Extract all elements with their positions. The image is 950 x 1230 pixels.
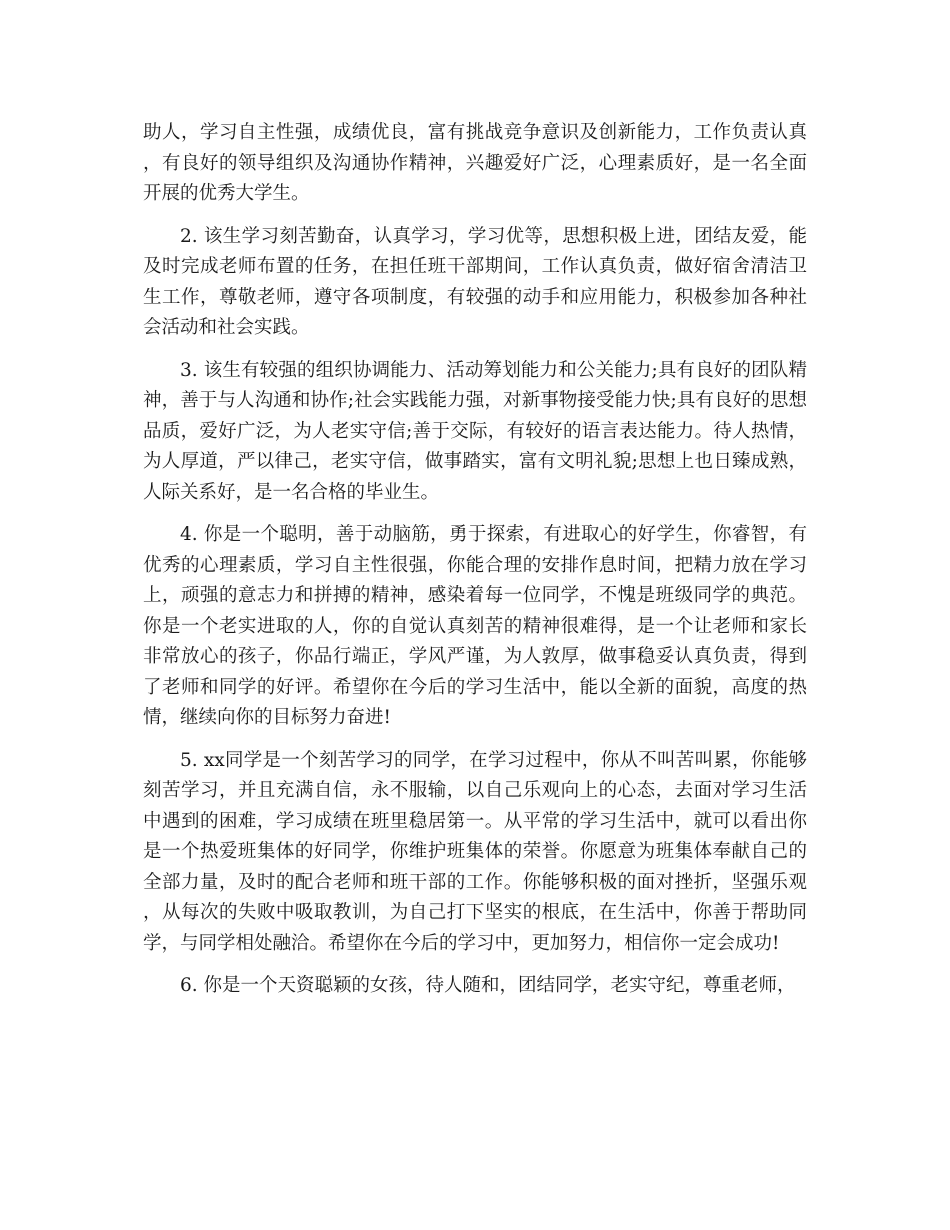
document-page — [143, 118, 807, 1002]
paragraph-continued: 助人，学习自主性强，成绩优良，富有挑战竞争意识及创新能力，工作负责认真，有良好的领导组织及沟通协作精神，兴趣爱好广泛，心理素质好，是一名全面开展的优秀大学生。 — [143, 122, 807, 204]
paragraph-item-4: 4. 你是一个聪明，善于动脑筋，勇于探索，有进取心的好学生，你睿智，有优秀的心理素质，学习自主性很强，你能合理的安排作息时间，把精力放在学习上，顽强的意志力和拼搏的精神，感染着每一位同学，不愧是班级同学的典范。你是一个老实进取的人，你的自觉认真刻苦的精神很难得，是一个让老师和家长非常放心的孩子，你品行端正，学风严谨，为人敦厚，做事稳妥认真负责，得到了老师和同学的好评。希望你在今后的学习生活中，能以全新的面貌，高度的热情，继续向你的目标努力奋进! — [143, 524, 807, 728]
paragraph-item-6: 6. 你是一个天资聪颖的女孩，待人随和，团结同学，老实守纪，尊重老师， — [180, 975, 796, 996]
paragraph-item-2: 2. 该生学习刻苦勤奋，认真学习，学习优等，思想积极上进，团结友爱，能及时完成老师布置的任务，在担任班干部期间，工作认真负责，做好宿舍清洁卫生工作，尊敬老师，遵守各项制度，有较强的动手和应用能力，积极参加各种社会活动和社会实践。 — [143, 225, 807, 338]
paragraph-item-5: 5. xx同学是一个刻苦学习的同学，在学习过程中，你从不叫苦叫累，你能够刻苦学习，并且充满自信，永不服输，以自己乐观向上的心态，去面对学习生活中遇到的困难，学习成绩在班里稳居第一。从平常的学习生活中，就可以看出你是一个热爱班集体的好同学，你维护班集体的荣誉。你愿意为班集体奉献自己的全部力量，及时的配合老师和班干部的工作。你能够积极的面对挫折，坚强乐观，从每次的失败中吸取教训，为自己打下坚实的根底，在生活中，你善于帮助同学，与同学相处融洽。希望你在今后的学习中，更加努力，相信你一定会成功! — [143, 749, 807, 954]
paragraph-item-3: 3. 该生有较强的组织协调能力、活动筹划能力和公关能力;具有良好的团队精神，善于与人沟通和协作;社会实践能力强，对新事物接受能力快;具有良好的思想品质，爱好广泛，为人老实守信;善于交际，有较好的语言表达能力。待人热情，为人厚道，严以律己，老实守信，做事踏实，富有文明礼貌;思想上也日臻成熟，人际关系好，是一名合格的毕业生。 — [143, 359, 807, 503]
